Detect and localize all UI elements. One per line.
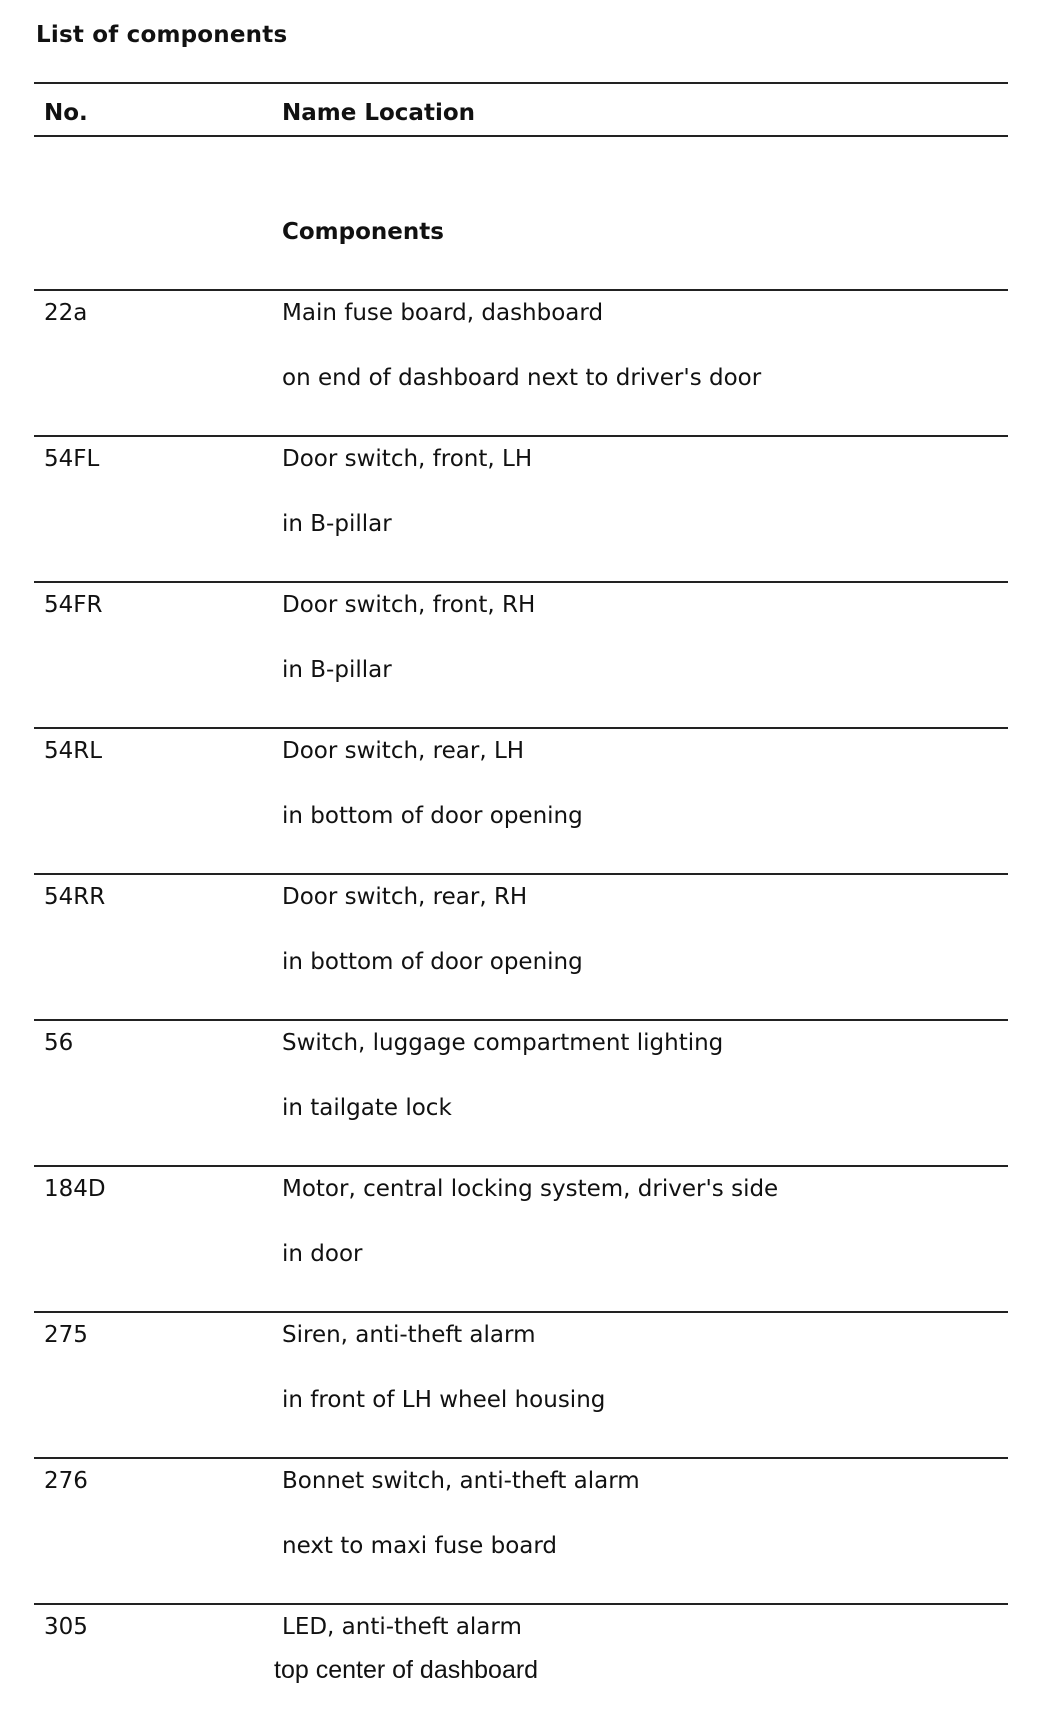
- row-rule: [34, 289, 1008, 291]
- row-rule: [34, 1603, 1008, 1605]
- row-location: in tailgate lock: [282, 1095, 452, 1121]
- row-no: 54RR: [44, 884, 106, 910]
- row-location: next to maxi fuse board: [282, 1533, 558, 1559]
- row-rule: [34, 1019, 1008, 1021]
- row-no: 184D: [44, 1176, 106, 1202]
- row-location: top center of dashboard: [274, 1656, 539, 1684]
- row-location: in bottom of door opening: [282, 949, 583, 975]
- row-location: in door: [282, 1241, 363, 1267]
- row-name: Bonnet switch, anti-theft alarm: [282, 1468, 640, 1494]
- row-location: in B-pillar: [282, 657, 392, 683]
- row-name: Siren, anti-theft alarm: [282, 1322, 536, 1348]
- row-no: 275: [44, 1322, 88, 1348]
- section-heading: Components: [282, 219, 444, 245]
- row-name: Motor, central locking system, driver's side: [282, 1176, 779, 1202]
- row-location: in front of LH wheel housing: [282, 1387, 606, 1413]
- row-rule: [34, 1457, 1008, 1459]
- row-no: 276: [44, 1468, 88, 1494]
- row-name: LED, anti-theft alarm: [282, 1614, 522, 1640]
- header-top-rule: [34, 82, 1008, 84]
- row-no: 54RL: [44, 738, 103, 764]
- row-name: Door switch, front, LH: [282, 446, 533, 472]
- header-no: No.: [44, 100, 88, 126]
- row-location: in bottom of door opening: [282, 803, 583, 829]
- row-rule: [34, 435, 1008, 437]
- row-rule: [34, 581, 1008, 583]
- row-name: Door switch, front, RH: [282, 592, 536, 618]
- row-rule: [34, 727, 1008, 729]
- row-name: Door switch, rear, RH: [282, 884, 528, 910]
- header-bottom-rule: [34, 135, 1008, 137]
- row-rule: [34, 1311, 1008, 1313]
- row-no: 22a: [44, 300, 88, 326]
- header-name-location: Name Location: [282, 100, 476, 126]
- row-no: 56: [44, 1030, 74, 1056]
- row-no: 54FR: [44, 592, 103, 618]
- row-name: Switch, luggage compartment lighting: [282, 1030, 724, 1056]
- row-name: Door switch, rear, LH: [282, 738, 525, 764]
- row-location: in B-pillar: [282, 511, 392, 537]
- row-no: 305: [44, 1614, 88, 1640]
- row-rule: [34, 873, 1008, 875]
- document-title: List of components: [36, 22, 288, 48]
- row-location: on end of dashboard next to driver's door: [282, 365, 762, 391]
- row-rule: [34, 1165, 1008, 1167]
- row-no: 54FL: [44, 446, 100, 472]
- row-name: Main fuse board, dashboard: [282, 300, 604, 326]
